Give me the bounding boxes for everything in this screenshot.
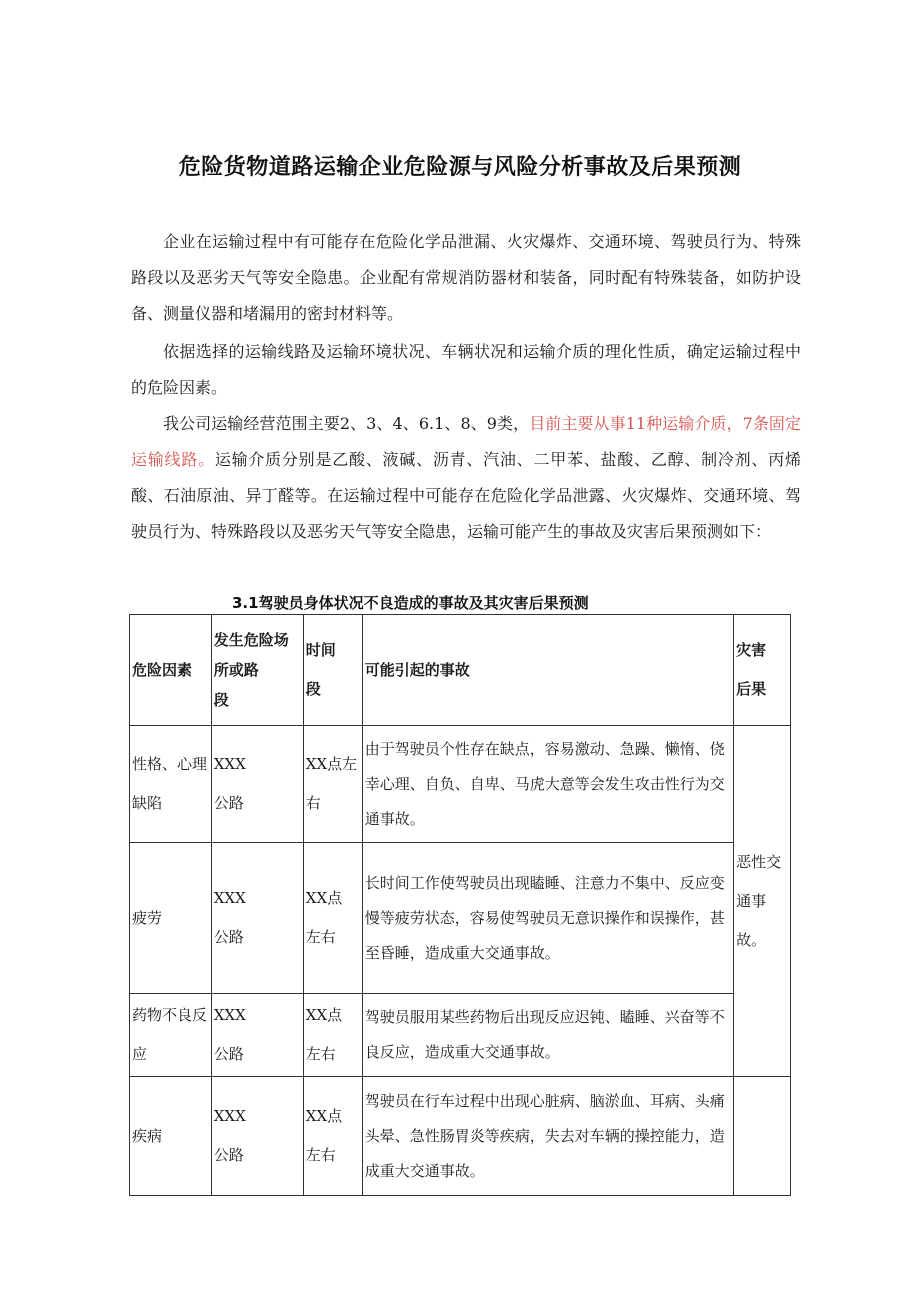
table-row xyxy=(130,1077,791,1196)
road-cell: XXX 公路 xyxy=(211,726,303,843)
time-cell: XX点左右 xyxy=(303,726,362,843)
header-result: 灾害 后果 xyxy=(734,615,791,726)
accident-cell: 驾驶员服用某些药物后出现反应迟钝、瞌睡、兴奋等不良反应，造成重大交通事故。 xyxy=(362,994,733,1077)
time-cell: XX点 左右 xyxy=(303,994,362,1077)
header-accident: 可能引起的事故 xyxy=(362,615,733,726)
paragraph-route-basis: 依据选择的运输线路及运输环境状况、车辆状况和运输介质的理化性质，确定运输过程中的危险因素。 xyxy=(131,342,801,397)
factor-cell: 疲劳 xyxy=(130,843,212,994)
paragraph-business-scope xyxy=(131,406,801,550)
time-cell: XX点 左右 xyxy=(303,843,362,994)
road-cell: XXX 公路 xyxy=(211,994,303,1077)
factor-cell: 疾病 xyxy=(130,1077,212,1196)
header-time: 时间 段 xyxy=(303,615,362,726)
scope-text: 我公司运输经营范围主要2、3、4、6.1、8、9类， xyxy=(163,414,530,433)
media-list-text: 运输介质分别是乙酸、液碱、沥青、汽油、二甲苯、盐酸、乙醇、制冷剂、丙烯酸、石油原油、异丁醛等。在运输过程中可能存在危险化学品泄露、火灾爆炸、交通环境、驾驶员行为、特殊路段以及恶劣天气等安全隐患，运输可能产生的事故及灾害后果预测如下： xyxy=(131,450,801,541)
table-row xyxy=(130,726,791,843)
paragraph-hazards: 企业在运输过程中有可能存在危险化学品泄漏、火灾爆炸、交通环境、驾驶员行为、特殊路段以及恶劣天气等安全隐患。企业配有常规消防器材和装备，同时配有特殊装备，如防护设备、测量仪器和堵漏用的密封材料等。 xyxy=(131,232,801,323)
highlighted-scope-text: 目前主要从事11种运输介质，7条固定运输线路。 xyxy=(131,414,801,469)
table-row xyxy=(130,994,791,1077)
document-title: 危险货物道路运输企业危险源与风险分析事故及后果预测 xyxy=(178,155,742,180)
merged-result-cell: 恶性交通事故。 xyxy=(734,726,791,1077)
empty-result-cell xyxy=(734,1077,791,1196)
factor-cell: 性格、心理缺陷 xyxy=(130,726,212,843)
table-caption: 3.1驾驶员身体状况不良造成的事故及其灾害后果预测 xyxy=(232,594,589,612)
time-cell: XX点 左右 xyxy=(303,1077,362,1196)
header-place: 发生危险场 所或路 段 xyxy=(211,615,303,726)
table-header-row xyxy=(130,615,791,726)
risk-table xyxy=(129,614,791,1196)
accident-cell: 驾驶员在行车过程中出现心脏病、脑淤血、耳病、头痛头晕、急性肠胃炎等疾病，失去对车辆的操控能力，造成重大交通事故。 xyxy=(362,1077,733,1196)
road-cell: XXX 公路 xyxy=(211,843,303,994)
table-row xyxy=(130,843,791,994)
road-cell: XXX 公路 xyxy=(211,1077,303,1196)
accident-cell: 长时间工作使驾驶员出现瞌睡、注意力不集中、反应变慢等疲劳状态，容易使驾驶员无意识操作和误操作，甚至昏睡，造成重大交通事故。 xyxy=(362,843,733,994)
header-factor: 危险因素 xyxy=(130,615,212,726)
accident-cell: 由于驾驶员个性存在缺点，容易激动、急躁、懒惰、侥幸心理、自负、自卑、马虎大意等会发生攻击性行为交通事故。 xyxy=(362,726,733,843)
factor-cell: 药物不良反应 xyxy=(130,994,212,1077)
